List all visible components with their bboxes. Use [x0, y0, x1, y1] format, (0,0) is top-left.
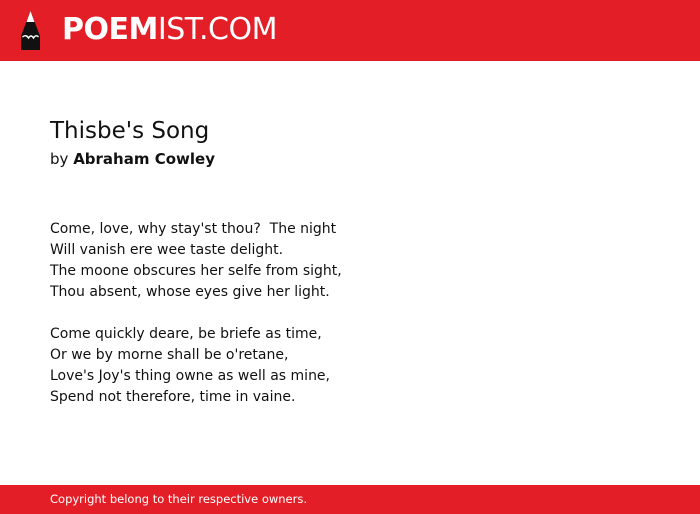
poem-line: The moone obscures her selfe from sight, — [50, 263, 342, 279]
logo-bold-text: POEM — [62, 12, 158, 47]
poem-stanza — [50, 324, 650, 408]
poem-body — [50, 219, 650, 429]
author-link[interactable]: Abraham Cowley — [73, 150, 215, 168]
poem-byline — [50, 148, 215, 170]
poem-stanza — [50, 219, 650, 303]
logo-light-text: IST.COM — [157, 12, 277, 47]
poem-line: Come, love, why stay'st thou? The night — [50, 221, 337, 237]
poem-line: Thou absent, whose eyes give her light. — [50, 284, 330, 300]
by-label: by — [50, 150, 69, 168]
pencil-tip-icon[interactable] — [18, 10, 43, 51]
poem-line: Love's Joy's thing owne as well as mine, — [50, 368, 330, 384]
poem-line: Or we by morne shall be o'retane, — [50, 347, 289, 363]
site-footer — [0, 485, 700, 514]
site-header — [0, 0, 700, 61]
copyright-text: Copyright belong to their respective owners. — [50, 492, 308, 506]
poem-line: Spend not therefore, time in vaine. — [50, 389, 296, 405]
poem-line: Come quickly deare, be briefe as time, — [50, 326, 322, 342]
poem-title: Thisbe's Song — [50, 118, 210, 144]
site-logo-link[interactable] — [62, 12, 277, 48]
poem-line: Will vanish ere wee taste delight. — [50, 242, 284, 258]
